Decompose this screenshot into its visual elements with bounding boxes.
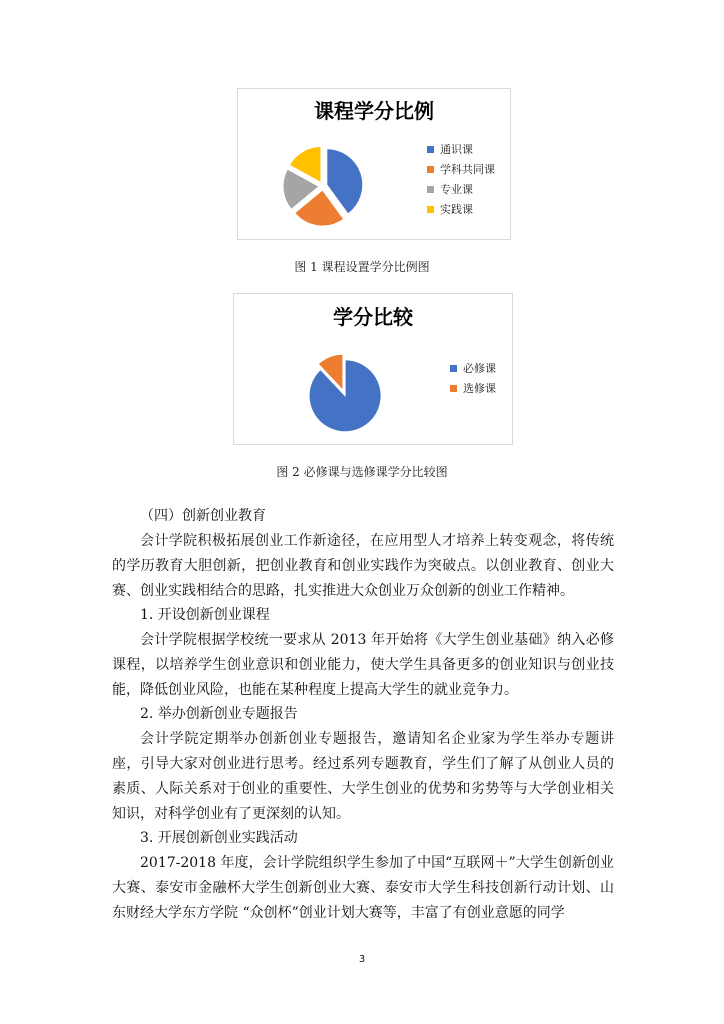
subsection-3-paragraph: 2017-2018 年度，会计学院组织学生参加了中国“互联网＋”大学生创新创业大赛、泰安市金融杯大学生创新创业大赛、泰安市大学生科技创新行动计划、山东财经大学东方学院 “众创杯”创业计划大赛等，丰富了有创业意愿的同学 bbox=[112, 855, 614, 921]
page-number: 3 bbox=[358, 954, 366, 965]
section-intro-paragraph: 会计学院积极拓展创业工作新途径，在应用型人才培养上转变观念，将传统的学历教育大胆创新，把创业教育和创业实践作为突破点。以创业教育、创业大赛、创业实践相结合的思路，扎实推进大众创业万众创新的创业工作精神。 bbox=[112, 533, 614, 599]
chart-2-legend-swatch-2 bbox=[450, 385, 457, 392]
chart-2-legend-swatch-1 bbox=[450, 365, 457, 372]
section-heading: （四）创新创业教育 bbox=[140, 508, 266, 524]
figure-2-caption: 图 2 必修课与选修课学分比较图 bbox=[276, 465, 448, 479]
chart-1-svg bbox=[238, 89, 510, 239]
subsection-1-paragraph: 会计学院根据学校统一要求从 2013 年开始将《大学生创业基础》纳入必修课程，以培养学生创业意识和创业能力，使大学生具备更多的创业知识与创业技能，降低创业风险，也能在某种程度上提高大学生的就业竞争力。 bbox=[112, 632, 614, 698]
chart-1-legend-swatch-2 bbox=[427, 166, 434, 173]
chart-course-credit-ratio bbox=[237, 88, 511, 240]
chart-1-legend-swatch-1 bbox=[427, 146, 434, 153]
chart-2-slice-1 bbox=[309, 360, 381, 432]
chart-credit-comparison bbox=[233, 293, 513, 445]
chart-1-legend-swatch-3 bbox=[427, 186, 434, 193]
subsection-2-title: 2. 举办创新创业专题报告 bbox=[140, 706, 298, 722]
figure-1-caption: 图 1 课程设置学分比例图 bbox=[294, 260, 430, 274]
chart-2-title: 学分比较 bbox=[333, 305, 413, 329]
subsection-3-title: 3. 开展创新创业实践活动 bbox=[140, 830, 298, 846]
chart-2-legend-label-2: 选修课 bbox=[463, 382, 496, 395]
chart-1-legend-swatch-4 bbox=[427, 206, 434, 213]
chart-1-legend-label-2: 学科共同课 bbox=[440, 163, 495, 176]
subsection-2-paragraph: 会计学院定期举办创新创业专题报告，邀请知名企业家为学生举办专题讲座，引导大家对创业进行思考。经过系列专题教育，学生们了解了从创业人员的素质、人际关系对于创业的重要性、大学生创业的优势和劣势等与大学创业相关知识，对科学创业有了更深刻的认知。 bbox=[112, 731, 614, 822]
chart-1-legend-label-3: 专业课 bbox=[440, 183, 473, 196]
chart-2-svg bbox=[234, 294, 512, 444]
subsection-1-title: 1. 开设创新创业课程 bbox=[140, 607, 270, 623]
chart-1-legend-label-4: 实践课 bbox=[440, 203, 473, 216]
chart-1-legend-label-1: 通识课 bbox=[440, 143, 473, 156]
chart-2-legend-label-1: 必修课 bbox=[463, 362, 496, 375]
chart-1-title: 课程学分比例 bbox=[314, 99, 434, 123]
